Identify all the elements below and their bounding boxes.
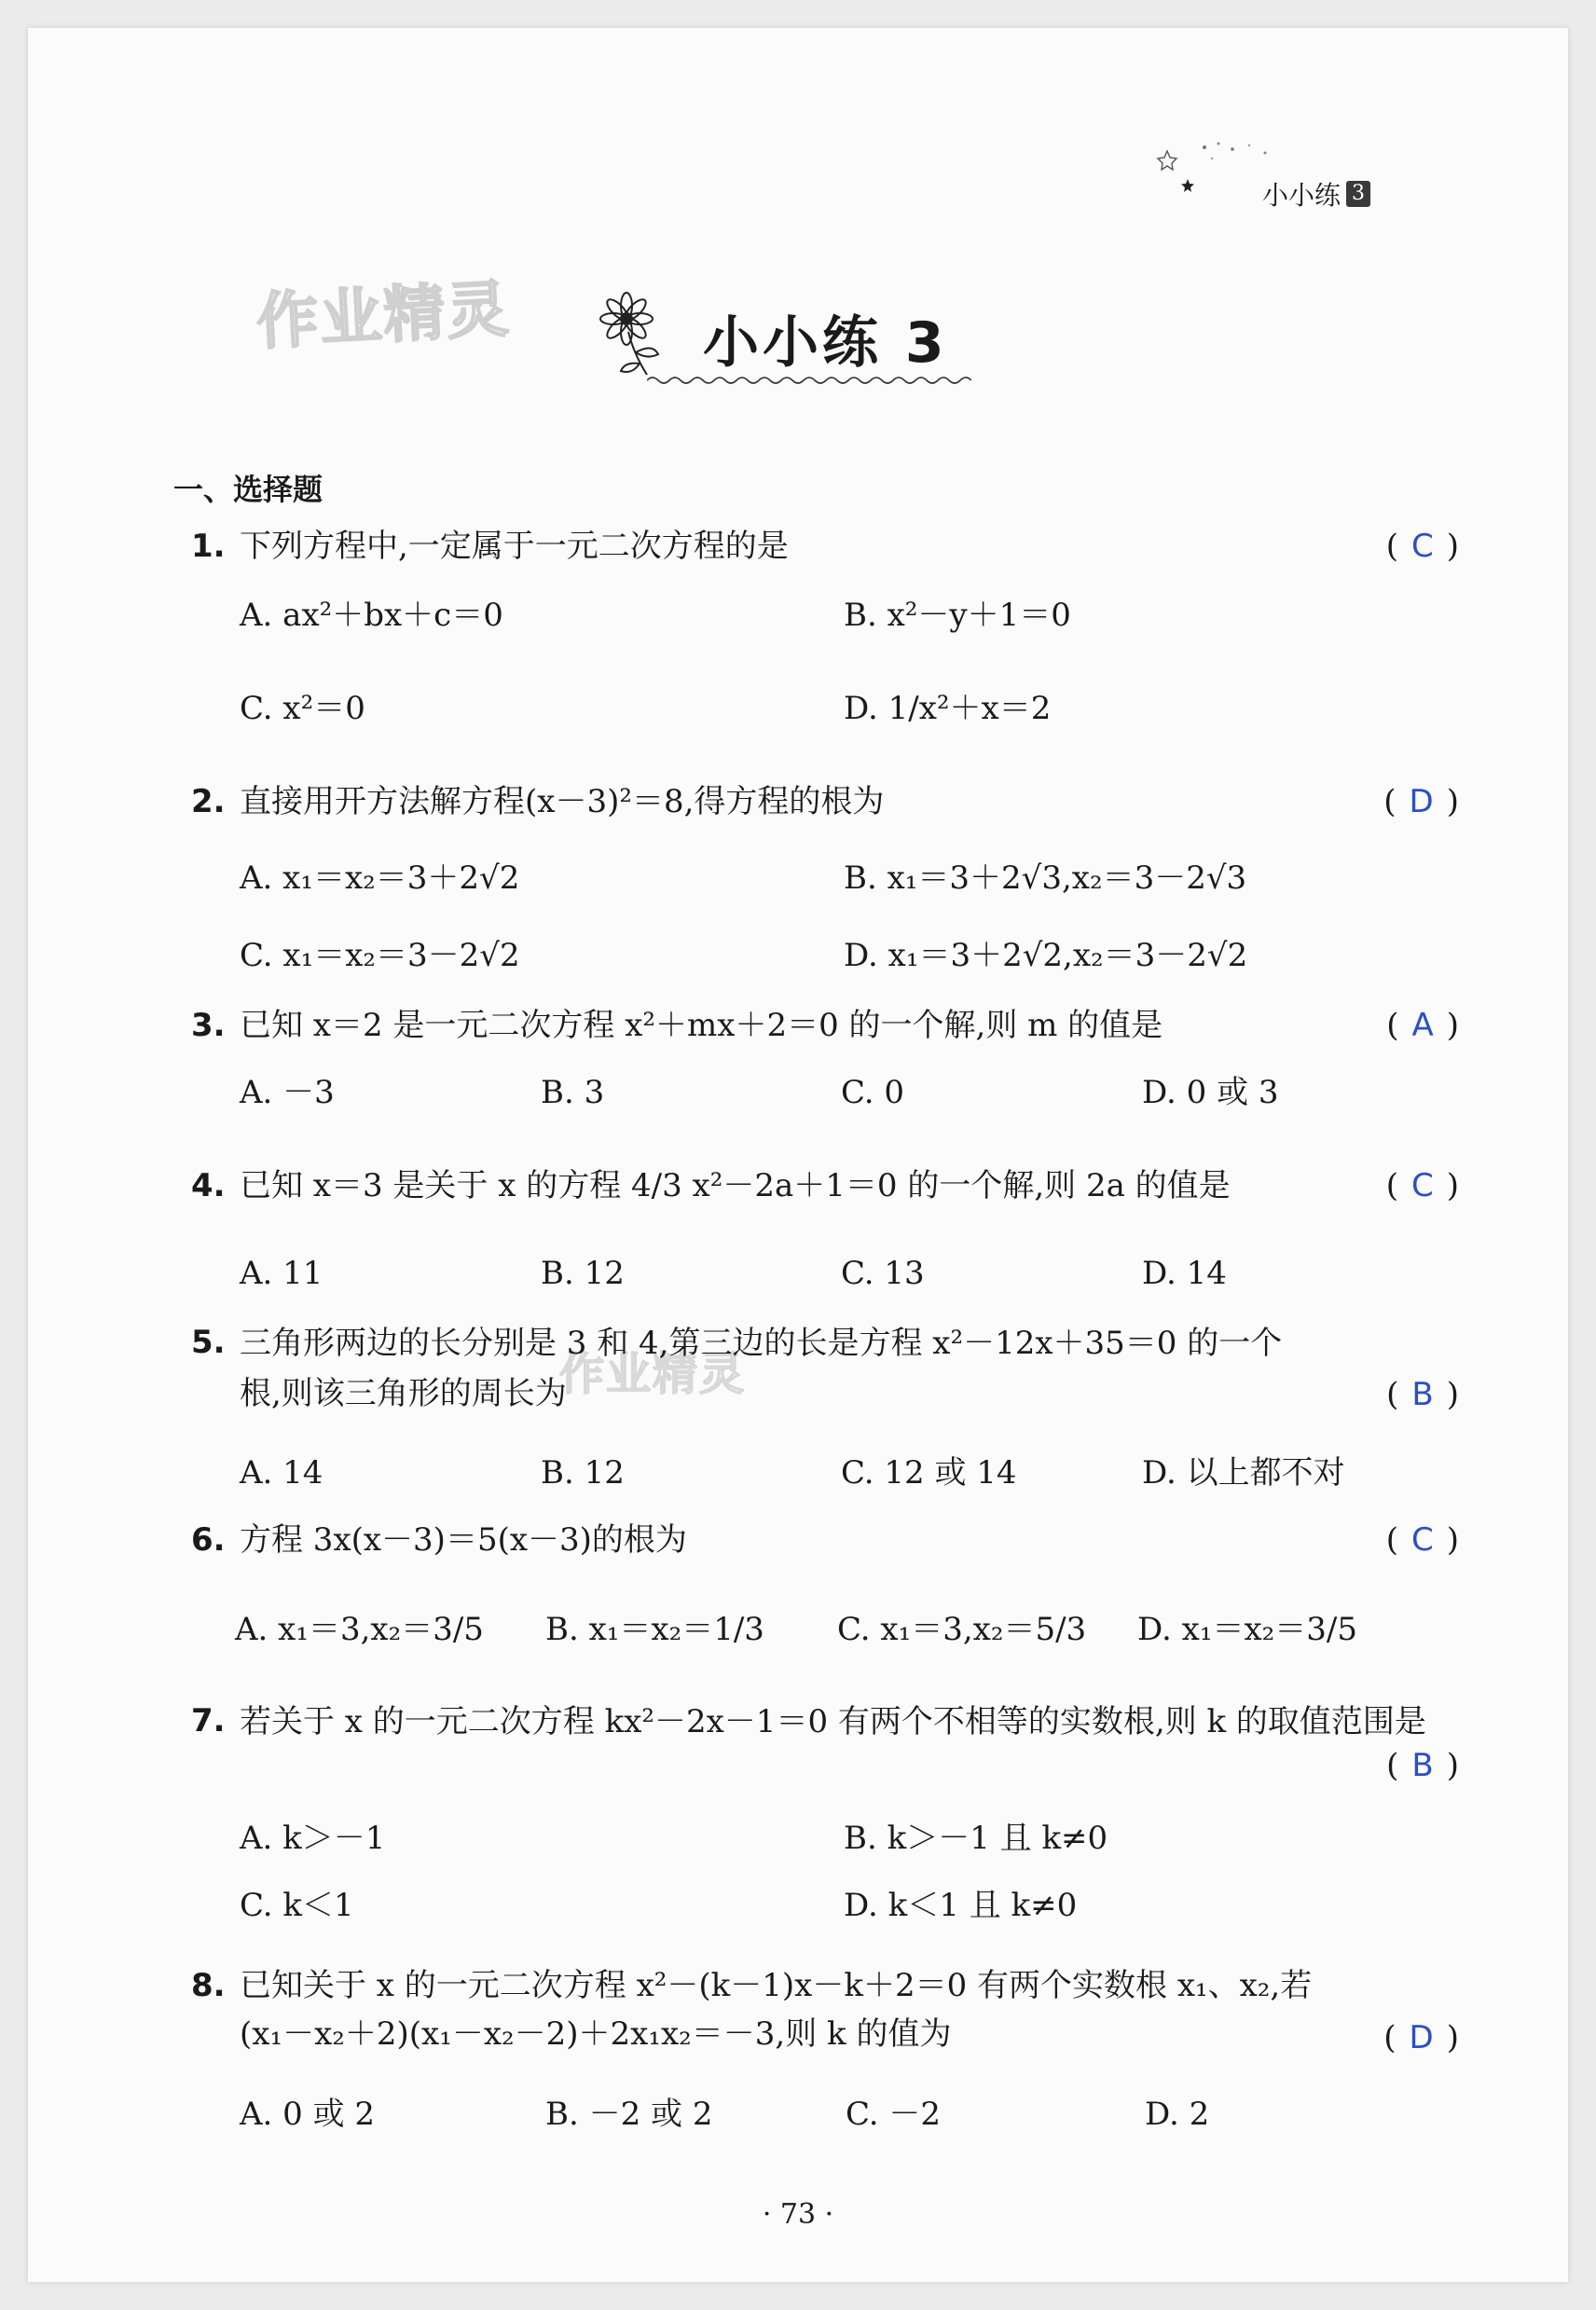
option-c: C. x₁＝3,x₂＝5/3 bbox=[837, 1611, 1087, 1648]
question-stem: 若关于 x 的一元二次方程 kx²－2x－1＝0 有两个不相等的实数根,则 k 的取值范围是 bbox=[240, 1703, 1426, 1740]
option-c: C. －2 bbox=[846, 2096, 942, 2133]
question-stem: 三角形两边的长分别是 3 和 4,第三边的长是方程 x²－12x＋35＝0 的一个根,则该三角形的周长为 bbox=[240, 1325, 1283, 1412]
question-8 bbox=[191, 1967, 1459, 2056]
answer-letter: C bbox=[1410, 528, 1434, 565]
option-b: B. x₁＝x₂＝1/3 bbox=[545, 1611, 764, 1648]
question-number: 6. bbox=[191, 1521, 226, 1559]
watermark: 作业精灵 bbox=[255, 272, 513, 359]
option-d: D. x₁＝3＋2√2,x₂＝3－2√2 bbox=[844, 937, 1248, 974]
watermark: 作业精灵 bbox=[559, 1348, 747, 1400]
answer-letter: C bbox=[1410, 1167, 1434, 1204]
answer-letter: D bbox=[1409, 783, 1434, 820]
option-c: C. x²＝0 bbox=[240, 690, 365, 727]
option-a: A. x₁＝x₂＝3＋2√2 bbox=[240, 859, 520, 897]
question-number: 7. bbox=[191, 1702, 226, 1739]
option-c: C. x₁＝x₂＝3－2√2 bbox=[240, 937, 520, 974]
option-c: C. k＜1 bbox=[240, 1887, 354, 1924]
option-d: D. 1/x²＋x＝2 bbox=[844, 690, 1052, 727]
answer-blank: ( C ) bbox=[1385, 528, 1459, 565]
option-a: A. 11 bbox=[240, 1255, 323, 1292]
answer-blank: ( C ) bbox=[1385, 1167, 1459, 1204]
option-a: A. 14 bbox=[240, 1454, 323, 1492]
question-5 bbox=[191, 1324, 1459, 1413]
option-d: D. x₁＝x₂＝3/5 bbox=[1137, 1611, 1357, 1648]
question-stem: 已知 x＝2 是一元二次方程 x²＋mx＋2＝0 的一个解,则 m 的值是 bbox=[240, 1007, 1163, 1044]
option-b: B. x₁＝3＋2√3,x₂＝3－2√3 bbox=[844, 859, 1247, 897]
option-b: B. 12 bbox=[541, 1255, 625, 1292]
answer-letter: A bbox=[1411, 1007, 1434, 1044]
answer-letter: D bbox=[1409, 2019, 1434, 2056]
option-a: A. 0 或 2 bbox=[240, 2096, 376, 2133]
question-number: 8. bbox=[191, 1967, 226, 2004]
page-title: 小小练 3 bbox=[703, 310, 948, 376]
answer-blank: ( C ) bbox=[1385, 1521, 1459, 1559]
option-d: D. 2 bbox=[1145, 2096, 1210, 2133]
option-c: C. 13 bbox=[841, 1255, 925, 1292]
option-d: D. 14 bbox=[1142, 1255, 1227, 1292]
question-stem: 已知关于 x 的一元二次方程 x²－(k－1)x－k＋2＝0 有两个实数根 x₁、x₂,若(x₁－x₂＋2)(x₁－x₂－2)＋2x₁x₂＝－3,则 k 的值为 bbox=[240, 1967, 1313, 2053]
option-b: B. k＞－1 且 k≠0 bbox=[844, 1820, 1108, 1857]
option-b: B. 12 bbox=[541, 1454, 625, 1492]
question-stem: 方程 3x(x－3)＝5(x－3)的根为 bbox=[240, 1521, 687, 1559]
question-stem: 直接用开方法解方程(x－3)²＝8,得方程的根为 bbox=[240, 783, 885, 820]
header-tag-number: 3 bbox=[1346, 181, 1370, 207]
answer-letter: B bbox=[1411, 1376, 1434, 1413]
question-number: 5. bbox=[191, 1324, 226, 1361]
answer-blank: ( B ) bbox=[1386, 1747, 1459, 1784]
section-heading: 一、选择题 bbox=[173, 472, 323, 507]
question-7 bbox=[191, 1702, 1459, 1792]
option-b: B. 3 bbox=[541, 1074, 605, 1111]
header-tag-text: 小小练 bbox=[1261, 180, 1341, 211]
question-number: 2. bbox=[191, 783, 226, 820]
answer-blank: ( D ) bbox=[1383, 2019, 1459, 2056]
question-number: 4. bbox=[191, 1167, 226, 1204]
option-b: B. －2 或 2 bbox=[545, 2096, 713, 2133]
option-c: C. 12 或 14 bbox=[841, 1454, 1017, 1492]
page-number: · 73 · bbox=[762, 2198, 834, 2231]
option-d: D. 以上都不对 bbox=[1142, 1454, 1345, 1492]
option-c: C. 0 bbox=[841, 1074, 905, 1111]
option-a: A. ax²＋bx＋c＝0 bbox=[240, 597, 503, 634]
question-number: 3. bbox=[191, 1007, 226, 1044]
option-d: D. k＜1 且 k≠0 bbox=[844, 1887, 1078, 1924]
answer-letter: C bbox=[1410, 1521, 1434, 1559]
option-a: A. k＞－1 bbox=[240, 1820, 386, 1857]
textbook-page bbox=[28, 28, 1568, 2282]
title-underline-wave bbox=[647, 373, 971, 388]
header-section-tag bbox=[1262, 175, 1370, 213]
option-a: A. x₁＝3,x₂＝3/5 bbox=[235, 1611, 484, 1648]
option-b: B. x²－y＋1＝0 bbox=[844, 597, 1071, 634]
answer-blank: ( D ) bbox=[1383, 783, 1459, 820]
answer-blank: ( A ) bbox=[1386, 1007, 1459, 1044]
option-a: A. －3 bbox=[240, 1074, 335, 1111]
question-stem: 已知 x＝3 是关于 x 的方程 4/3 x²－2a＋1＝0 的一个解,则 2a 的值是 bbox=[240, 1167, 1231, 1204]
answer-letter: B bbox=[1411, 1747, 1434, 1784]
answer-blank: ( B ) bbox=[1386, 1376, 1459, 1413]
option-d: D. 0 或 3 bbox=[1142, 1074, 1279, 1111]
question-stem: 下列方程中,一定属于一元二次方程的是 bbox=[240, 528, 789, 565]
question-number: 1. bbox=[191, 528, 226, 565]
